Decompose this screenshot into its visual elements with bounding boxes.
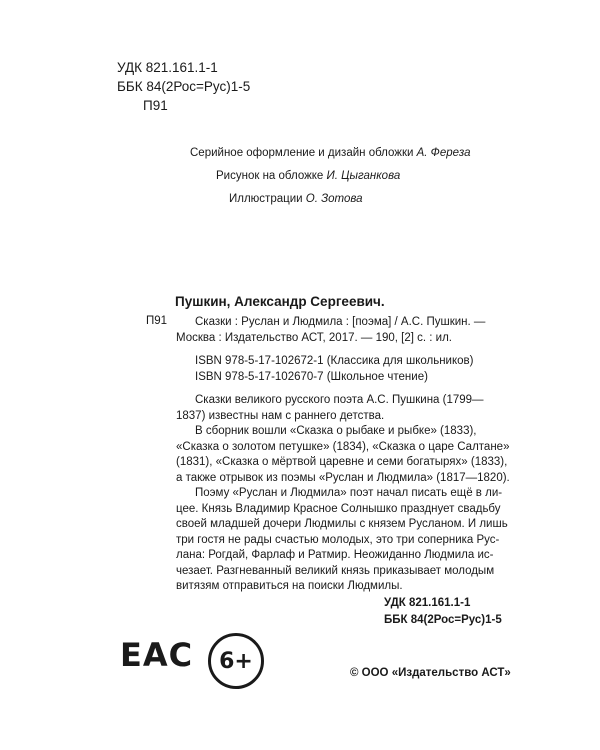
age-rating-label: 6+ — [219, 648, 253, 674]
catalog-title-line: Сказки : Руслан и Людмила : [поэма] / А.С. Пушкин. — — [195, 316, 486, 328]
description — [176, 393, 510, 595]
udk-code: УДК 821.161.1-1 — [117, 60, 218, 75]
catalog-index: П91 — [146, 315, 168, 327]
description-line: Поэму «Руслан и Людмила» поэт начал писать ещё в ли- — [195, 487, 503, 499]
author-index: П91 — [143, 98, 168, 113]
isbn-1: ISBN 978-5-17-102672-1 (Классика для школьников) — [195, 355, 474, 367]
bbk-code: ББК 84(2Рос=Рус)1-5 — [117, 79, 251, 94]
isbn-2: ISBN 978-5-17-102670-7 (Школьное чтение) — [195, 371, 428, 383]
credit-cover-drawing: Рисунок на обложке И. Цыганкова — [216, 170, 401, 182]
description-line: своей младшей дочери Людмилы с князем Русланом. И лишь — [176, 518, 508, 530]
description-line: чезает. Разгневанный великий князь приказывает молодым — [176, 564, 495, 577]
description-line: лана: Рогдай, Фарлаф и Ратмир. Неожиданно Людмила ис- — [176, 549, 494, 561]
description-line: три гостя не рады счастью молодых, это три соперника Рус- — [176, 533, 500, 546]
description-line: (1831), «Сказка о мёртвой царевне и семи богатырях» (1833), — [176, 456, 508, 468]
description-line: а также отрывок из поэмы «Руслан и Людмила» (1817—1820). — [176, 471, 510, 484]
credit-illustrations: Иллюстрации О. Зотова — [229, 193, 363, 205]
credit-cover-design: Серийное оформление и дизайн обложки А. Фереза — [190, 147, 471, 159]
description-line: 1837) известны нам с раннего детства. — [176, 409, 385, 422]
description-line: цее. Князь Владимир Красное Солнышко празднует свадьбу — [176, 502, 501, 515]
description-line: Сказки великого русского поэта А.С. Пушкина (1799— — [195, 394, 484, 406]
footer-bbk-code: ББК 84(2Рос=Рус)1-5 — [384, 614, 502, 626]
credit-name: А. Фереза — [416, 147, 471, 159]
credit-name: О. Зотова — [305, 193, 363, 205]
copyright: © ООО «Издательство АСТ» — [350, 667, 511, 679]
catalog-author: Пушкин, Александр Сергеевич. — [175, 294, 385, 309]
footer-udk-code: УДК 821.161.1-1 — [384, 597, 471, 609]
eac-mark-icon: EAC — [120, 636, 194, 674]
description-line: В сборник вошли «Сказка о рыбаке и рыбке» (1833), — [195, 425, 477, 437]
description-line: «Сказка о золотом петушке» (1834), «Сказка о царе Салтане» — [176, 440, 510, 453]
age-rating-badge — [208, 633, 264, 689]
credit-name: И. Цыганкова — [326, 170, 401, 182]
header-codes — [117, 58, 250, 115]
description-line: витязям отправиться на поиски Людмилы. — [176, 580, 403, 592]
catalog-publisher-line: Москва : Издательство АСТ, 2017. — 190, [2] с. : ил. — [176, 332, 452, 344]
